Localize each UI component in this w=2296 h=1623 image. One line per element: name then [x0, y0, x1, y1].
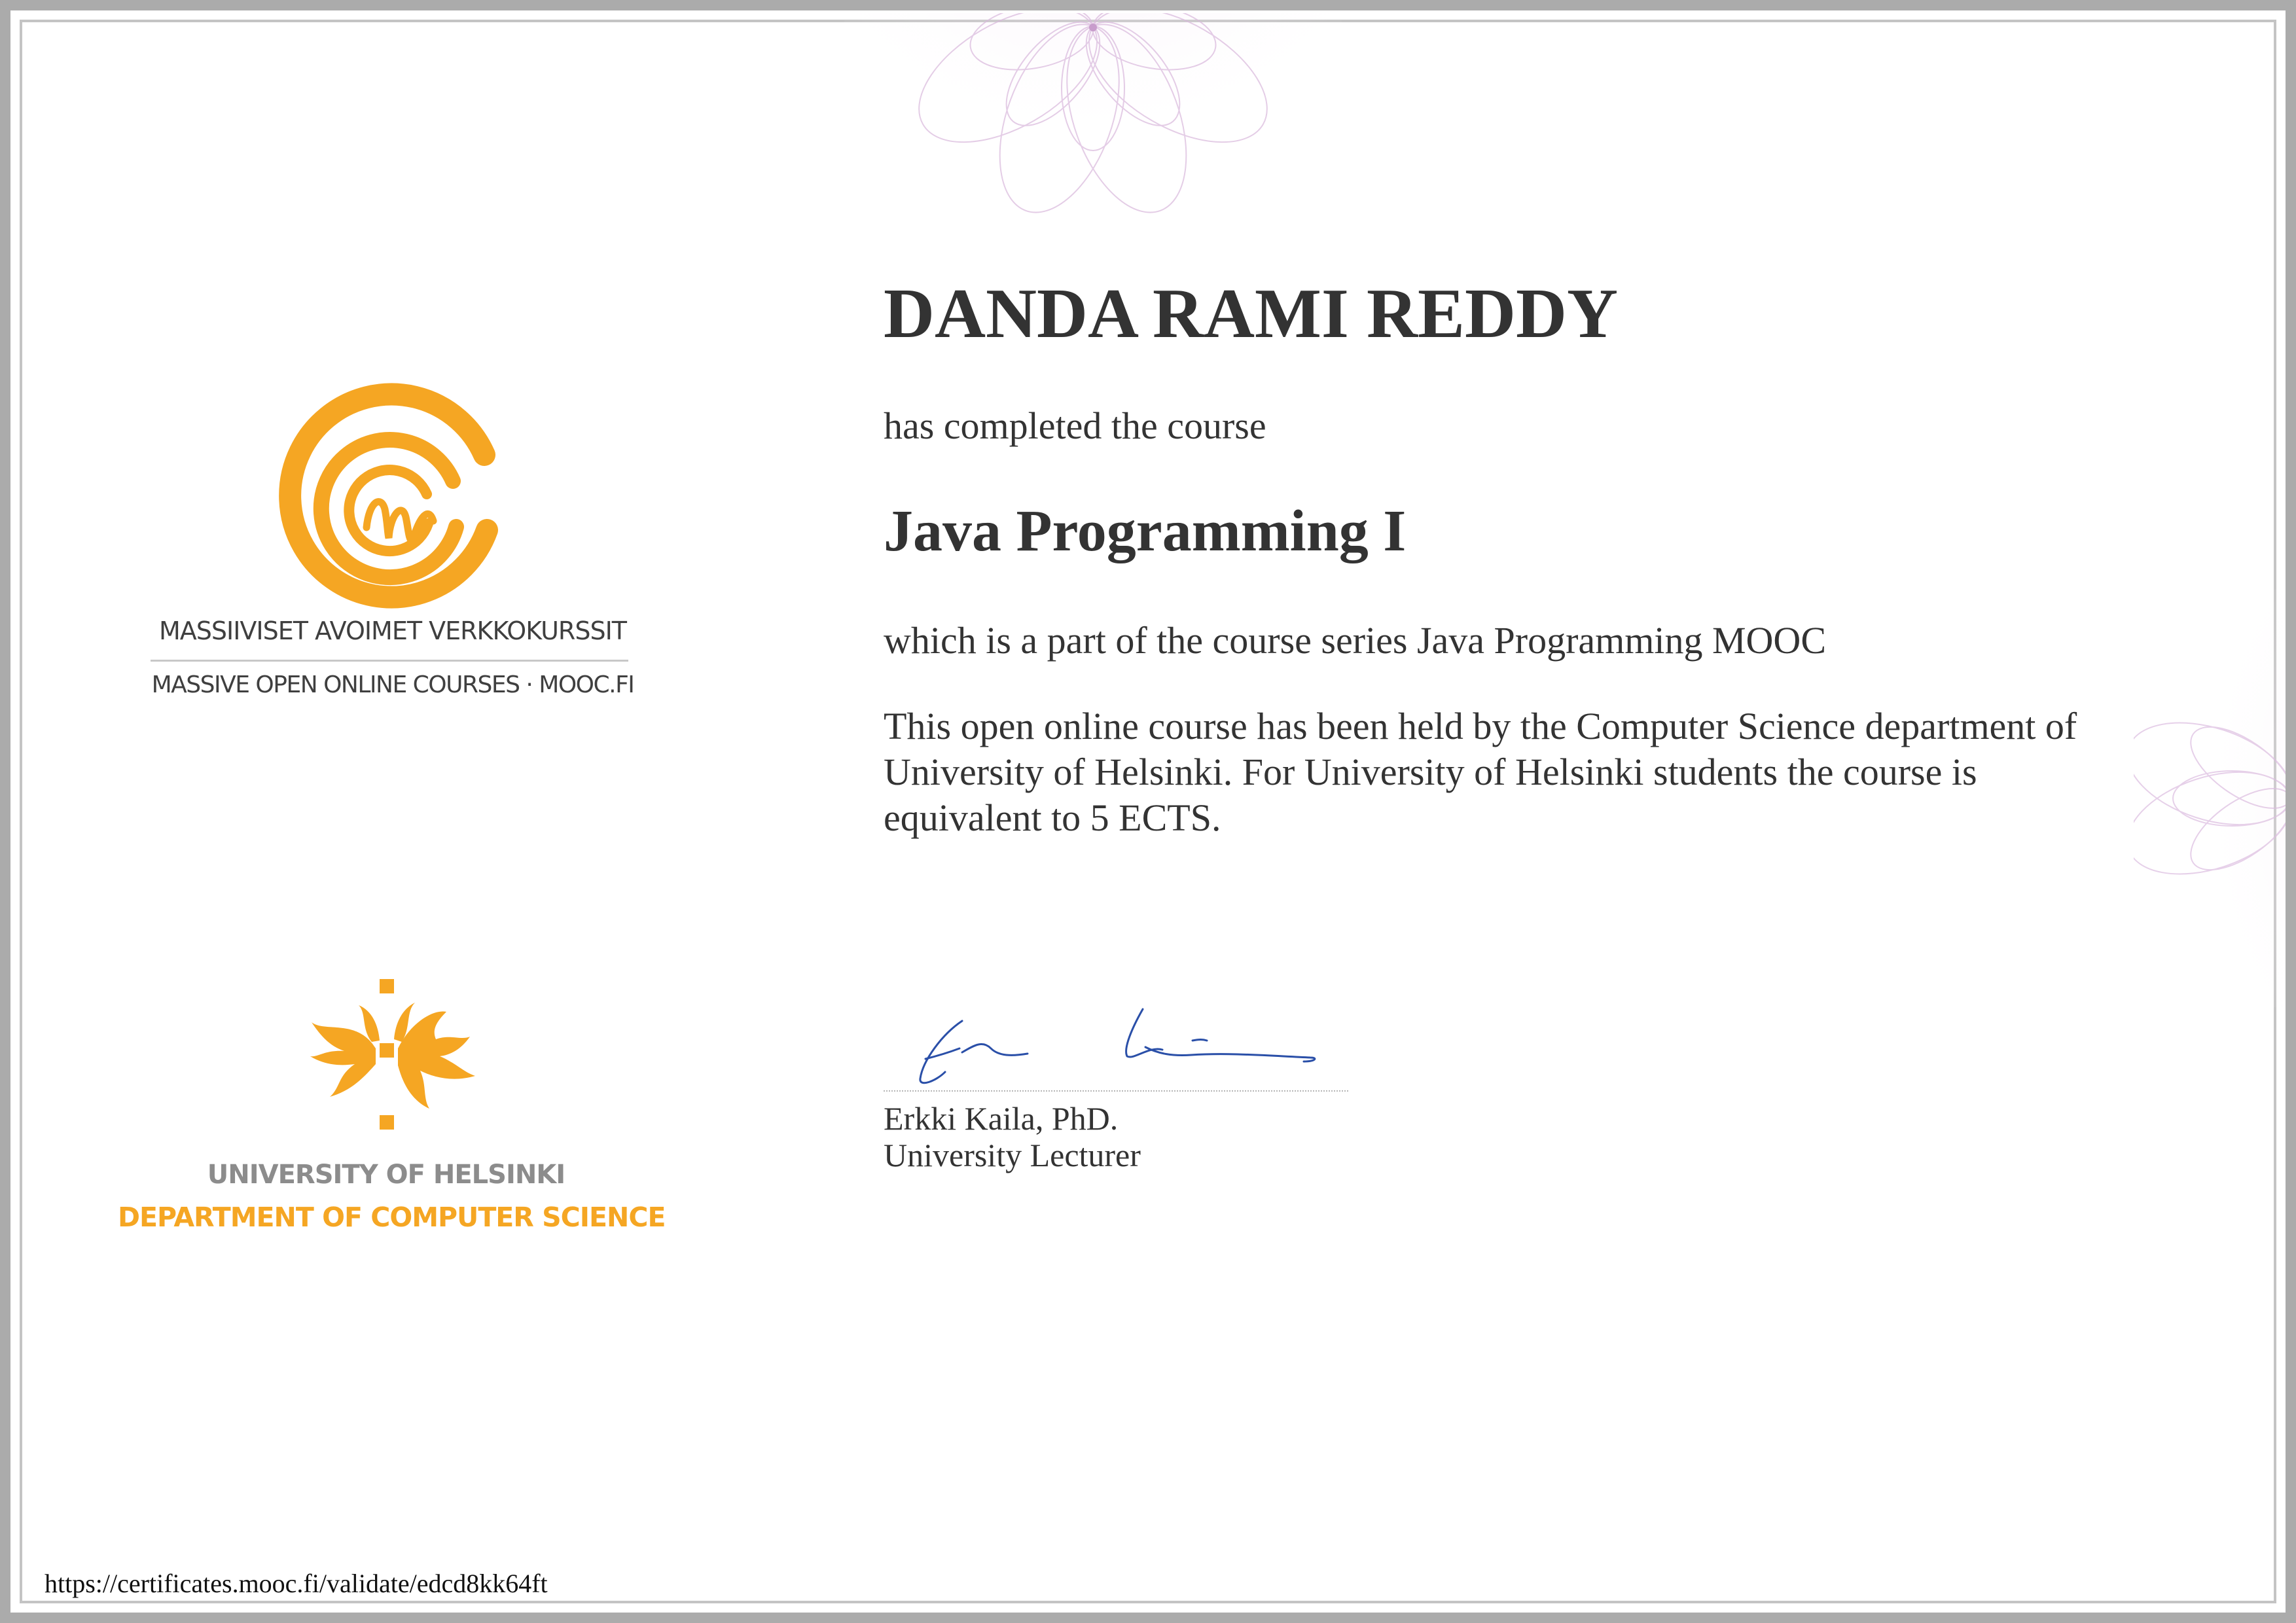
course-description: This open online course has been held by the Computer Science department of University of Helsinki. For University of Helsinki students the course is equivalent to 5 ECTS.	[884, 705, 2077, 839]
university-name: UNIVERSITY OF HELSINKI	[207, 1160, 565, 1190]
handwritten-signature	[897, 988, 1342, 1086]
rosette-ornament-top	[844, 13, 1342, 275]
course-series-statement: which is a part of the course series Java Programming MOOC	[884, 619, 1827, 662]
signature-line	[884, 1090, 1348, 1092]
department-name: DEPARTMENT OF COMPUTER SCIENCE	[118, 1202, 666, 1233]
rosette-ornament-right	[2134, 582, 2286, 1014]
university-of-helsinki-flame-logo	[298, 979, 475, 1136]
course-title: Java Programming I	[884, 499, 1407, 563]
signer-name: Erkki Kaila, PhD.	[884, 1100, 1119, 1137]
recipient-name: DANDA RAMI REDDY	[884, 275, 1618, 353]
completed-statement: has completed the course	[884, 404, 1266, 447]
signer-title: University Lecturer	[884, 1137, 1141, 1173]
mooc-logo-finnish-text: MASSIIVISET AVOIMET VERKKOKURSSIT	[158, 616, 626, 645]
mooc-logo	[145, 373, 640, 713]
validation-url: https://certificates.mooc.fi/validate/edcd8kk64ft	[45, 1569, 548, 1598]
mooc-logo-divider	[151, 660, 628, 662]
mooc-logo-english-text: MASSIVE OPEN ONLINE COURSES · MOOC.FI	[151, 671, 634, 698]
